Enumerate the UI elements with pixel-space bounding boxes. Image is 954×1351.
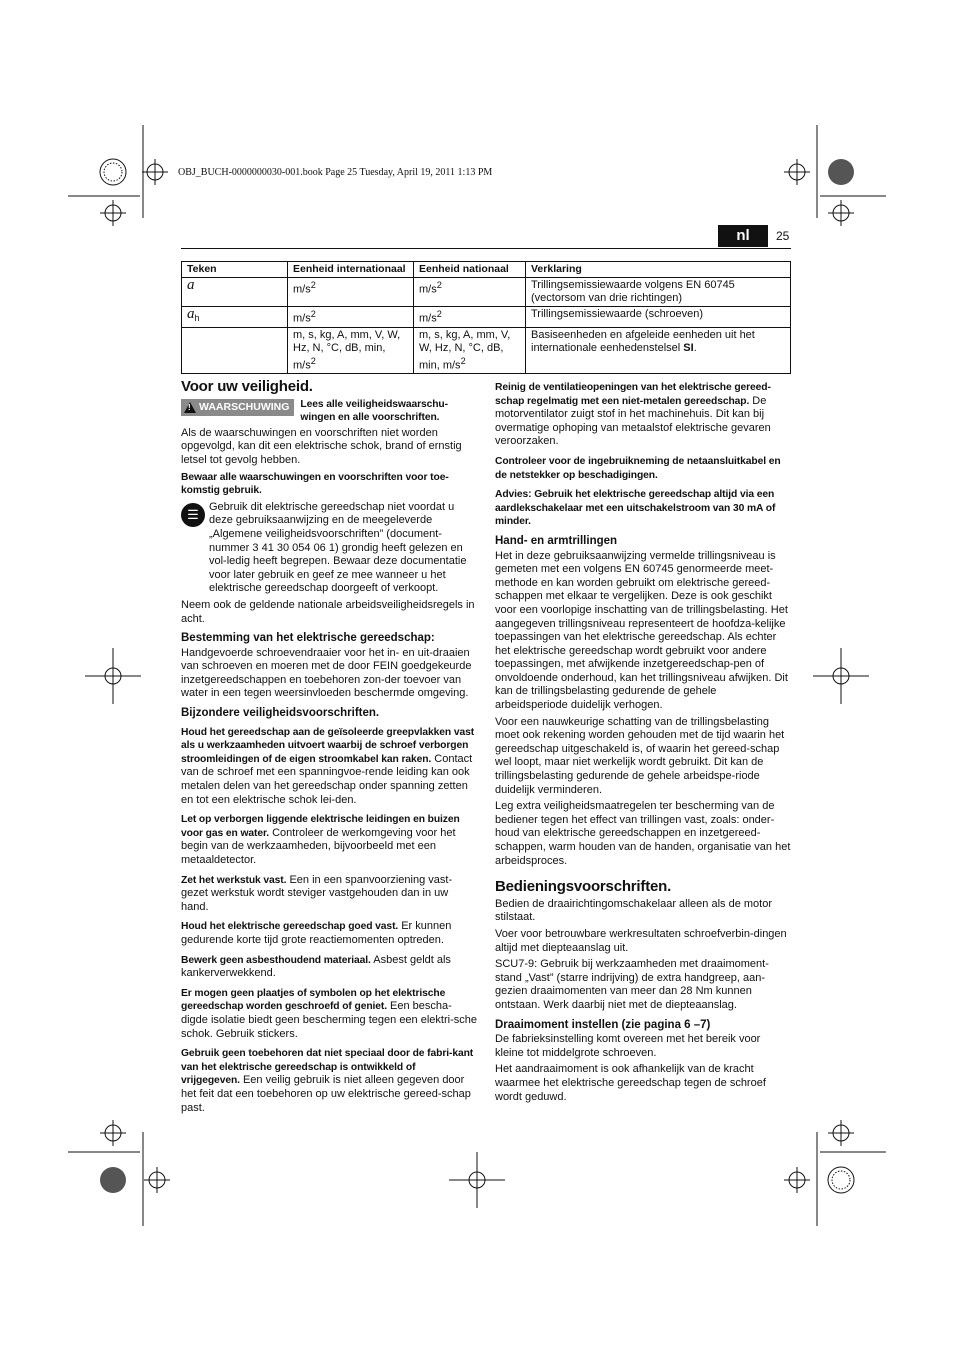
safety-item: Advies: Gebruik het elektrische gereedschap altijd via een aardlekschakelaar met een uitschakelstroom van 30 mA of minder. [495,489,776,528]
table-row [182,278,791,307]
paragraph: Gebruik dit elektrische gereedschap niet voordat u deze gebruiksaanwijzing en de meegeleverde „Algemene veiligheidsvoorschriften” (document-nummer 3 41 30 054 06 1) grondig heeft gelezen en vol-ledig heeft begrepen. Bewaar deze documentatie voor later gebruik en geef ze mee wanneer u het elektrische gereedschap doorgeeft of verkoopt. [209,500,467,595]
explanation-cell: Trillingsemissiewaarde (schroeven) [526,307,791,328]
safety-item: Bewerk geen asbesthoudend materiaal. Asbest geldt als kankerverwekkend. [181,953,451,980]
paragraph: Voer voor betrouwbare werkresultaten schroefverbin-dingen altijd met diepteaanslag uit. [495,927,787,954]
unit-intl-cell: $m/s^2$ [288,278,414,307]
paragraph: Neem ook de geldende nationale arbeidsveiligheidsregels in acht. [181,598,475,625]
unit-nat-cell: $m/s^2$ [414,307,526,328]
symbol: a [187,277,195,293]
unit-intl-cell: $m/s^2$ [288,307,414,328]
paragraph: Als de waarschuwingen en voorschriften niet worden opgevolgd, kan dit een elektrische schok, brand of ernstig letsel tot gevolg hebben. [181,426,462,466]
table-header-row [182,262,791,278]
unit-intl-cell: m, s, kg, A, mm, V, W, Hz, N, °C, dB, min, $m/s^2$ [288,327,414,374]
explanation-cell: Basiseenheden en afgeleide eenheden uit het internationale eenhedenstelsel SI. [526,327,791,374]
right-column [495,381,791,1107]
safety-item: Houd het gereedschap aan de geïsoleerde greepvlakken vast als u werkzaamheden uitvoert waarbij de schroef verborgen stroomleidingen of de eigen stroomkabel kan raken. Contact van de schroef met een spanningvoe-rende leiding kan ook metalen delen van het gereedschap onder spanning zetten en tot een elektrische schok lei-den. [181,726,475,806]
subsection-title: Bijzondere veiligheidsvoorschriften. [181,707,380,720]
paragraph: Het in deze gebruiksaanwijzing vermelde trillingsniveau is gemeten met een volgens EN 60745 genormeerde meet-methode en kan worden gebruikt om elektrische gereed-schappen met elkaar te vergelijken. Deze is ook geschikt voor een voorlopige inschatting van de trillingsbelasting. Het aangegeven trillingsniveau representeert de hoofdza-kelijke toepassingen van het elektrische gereedschap. Als echter het elektrische gereedschap wordt gebruikt voor andere toepassingen, met afwijkende inzetgereedschap-pen of onvoldoende onderhoud, kan het trillingsniveau afwijken. Dit kan de trillingsbelasting gedurende de gehele arbeidsperiode duidelijk verhogen. [495,549,788,712]
paragraph: Leg extra veiligheidsmaatregelen ter bescherming van de bediener tegen het effect van trillingen vast, zoals: onder-houd van elektrische gereedschappen en inzetgereed-schappen, warm houden van de handen, organisatie van het arbeidsproces. [495,800,791,867]
read-manual-icon: ☰ [181,503,205,527]
symbol-cell [182,278,288,307]
safety-item: Er mogen geen plaatjes of symbolen op het elektrische gereedschap worden geschroefd of geniet. Een bescha-digde isolatie biedt geen bescherming tegen een elektri-sche schok. Gebruik stickers. [181,987,477,1040]
table-header-cell: Verklaring [526,262,791,278]
section-title: Bedieningsvoorschriften. [495,878,672,896]
warning-badge: ! WAARSCHUWING [181,399,294,417]
explanation-cell: Trillingsemissiewaarde volgens EN 60745 (vectorsom van drie richtingen) [526,278,791,307]
table-header-cell: Teken [182,262,288,278]
subsection-title: Hand- en armtrillingen [495,534,618,547]
warning-triangle-icon: ! [184,402,196,413]
paragraph: Bewaar alle waarschuwingen en voorschriften voor toe-komstig gebruik. [181,471,449,497]
subsection-title: Draaimoment instellen (zie pagina 6 –7) [495,1018,711,1031]
symbol: a [187,306,195,322]
symbol-cell [182,327,288,374]
units-table [181,261,791,374]
table-header-cell: Eenheid internationaal [288,262,414,278]
symbol-cell: $a_h$ [182,307,288,328]
read-manual-block [181,501,477,599]
section-title: Voor uw veiligheid. [181,378,313,395]
paragraph: Handgevoerde schroevendraaier voor het in- en uit-draaien van schroeven en moeren met de door FEIN goedgekeurde inzetgereedschappen en toebehoren zon-der toevoer van water in een tegen weersinvloeden beschermde omgeving. [181,646,472,700]
safety-item: Reinig de ventilatieopeningen van het elektrische gereed-schap regelmatig met een niet-metalen gereedschap. De motorventilator zuigt stof in het machinehuis. Dit kan bij overmatige ophoping van metaalstof elektrische gevaren veroorzaken. [495,382,771,448]
unit-nat-cell: m, s, kg, A, mm, V, W, Hz, N, °C, dB, min, $m/s^2$ [414,327,526,374]
header-rule [181,248,791,249]
table-header-cell: Eenheid nationaal [414,262,526,278]
left-column [181,380,477,1118]
warning-text: Lees alle veiligheidswaarschu-wingen en alle voorschriften. [300,398,448,424]
paragraph: Bedien de draairichtingomschakelaar alleen als de motor stilstaat. [495,897,772,924]
unit-nat-cell: $m/s^2$ [414,278,526,307]
paragraph: Voor een nauwkeurige schatting van de trillingsbelasting moet ook rekening worden gehouden met de tijd waarin het gereedschap uitgeschakeld is, of waarin het gereed-schap wel loopt, maar niet werkelijk wordt gebruikt. Dit kan de trillingsbelasting gedurende de gehele arbeidspe-riode duidelijk verminderen. [495,715,785,796]
paragraph: SCU7-9: Gebruik bij werkzaamheden met draaimoment-stand „Vast” (starre indrijving) de extra handgreep, aan-gezien draaimomenten van meer dan 28 Nm kunnen ontstaan. Werk daarbij niet met de diepteaanslag. [495,958,769,1011]
warning-block [181,398,477,425]
safety-item: Zet het werkstuk vast. Een in een spanvoorziening vast-gezet werkstuk wordt steviger vastgehouden dan in uw hand. [181,873,453,913]
book-slug: OBJ_BUCH-0000000030-001.book Page 25 Tuesday, April 19, 2011 1:13 PM [178,167,493,178]
table-row [182,307,791,328]
paragraph: De fabrieksinstelling komt overeen met het bereik voor kleine tot middelgrote schroeven. [495,1033,761,1059]
safety-item: Houd het elektrische gereedschap goed vast. Er kunnen gedurende korte tijd grote reactiemomenten optreden. [181,920,452,946]
table-row [182,327,791,374]
page-number: 25 [776,229,790,243]
subsection-title: Bestemming van het elektrische gereedschap: [181,632,435,645]
safety-item: Gebruik geen toebehoren dat niet speciaal door de fabri-kant van het elektrische gereedschap is ontwikkeld of vrijgegeven. Een veilig gebruik is niet alleen gegeven door het feit dat een toebehoren op uw elektrische gereed-schap past. [181,1048,474,1114]
safety-item: Controleer voor de ingebruikneming de netaansluitkabel en de netstekker op beschadigingen. [495,455,781,481]
paragraph: Het aandraaimoment is ook afhankelijk van de kracht waarmee het elektrische gereedschap tegen de schroef wordt geduwd. [495,1063,766,1103]
safety-item: Let op verborgen liggende elektrische leidingen en buizen voor gas en water. Controleer de werkomgeving voor het begin van de werkzaamheden, bijvoorbeeld met een metaaldetector. [181,814,460,866]
language-tab: nl [718,225,768,247]
